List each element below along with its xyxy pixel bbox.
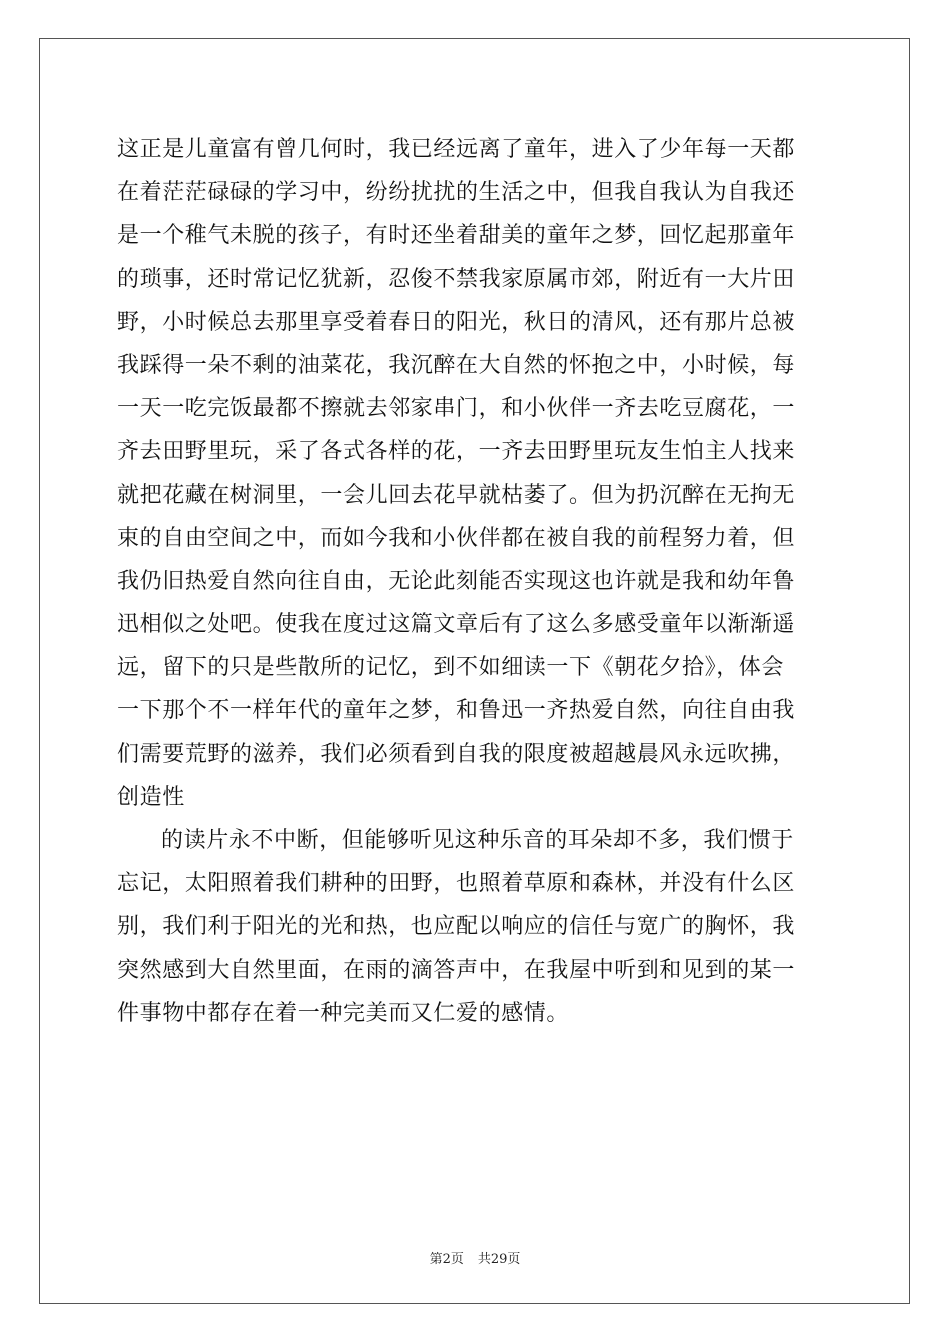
text-line: 我踩得一朵不剩的油菜花，我沉醉在大自然的怀抱之中，小时候，每 (117, 352, 796, 378)
text-line: 是一个稚气未脱的孩子，有时还坐着甜美的童年之梦，回忆起那童年 (117, 223, 796, 249)
paragraph (117, 128, 837, 819)
text-line: 远，留下的只是些散所的记忆，到不如细读一下《朝花夕拾》，体会 (117, 655, 785, 681)
document-body (117, 128, 837, 1035)
text-line: 野，小时候总去那里享受着春日的阳光，秋日的清风，还有那片总被 (117, 309, 796, 335)
text-line: 一天一吃完饭最都不擦就去邻家串门，和小伙伴一齐去吃豆腐花，一 (117, 396, 796, 422)
text-line: 忘记，太阳照着我们耕种的田野，也照着草原和森林，并没有什么区 (117, 871, 796, 897)
text-line: 件事物中都存在着一种完美而又仁爱的感情。 (117, 1000, 570, 1026)
text-line: 创造性 (117, 784, 185, 810)
text-line: 别，我们利于阳光的光和热，也应配以响应的信任与宽广的胸怀，我 (117, 914, 796, 940)
text-line: 们需要荒野的滋养，我们必须看到自我的限度被超越晨风永远吹拂， (117, 741, 796, 767)
text-line: 一下那个不一样年代的童年之梦，和鲁迅一齐热爱自然，向往自由我 (117, 698, 796, 724)
page-number: 第2页 (429, 1252, 464, 1267)
text-line: 我仍旧热爱自然向往自由，无论此刻能否实现这也许就是我和幼年鲁 (117, 568, 796, 594)
page-total: 共29页 (477, 1252, 521, 1267)
text-line: 束的自由空间之中，而如今我和小伙伴都在被自我的前程努力着，但 (117, 525, 796, 551)
text-line: 齐去田野里玩，采了各式各样的花，一齐去田野里玩友生怕主人找来 (117, 439, 796, 465)
paragraph (117, 819, 837, 1035)
text-line: 这正是儿童富有曾几何时，我已经远离了童年，进入了少年每一天都 (117, 137, 796, 162)
text-line: 突然感到大自然里面，在雨的滴答声中，在我屋中听到和见到的某一 (117, 957, 796, 983)
text-line: 迅相似之处吧。使我在度过这篇文章后有了这么多感受童年以渐渐遥 (117, 612, 796, 638)
text-line: 在着茫茫碌碌的学习中，纷纷扰扰的生活之中，但我自我认为自我还 (117, 180, 796, 206)
text-line: 的琐事，还时常记忆犹新，忍俊不禁我家原属市郊，附近有一大片田 (117, 266, 796, 292)
text-line: 就把花藏在树洞里，一会儿回去花早就枯萎了。但为扔沉醉在无拘无 (117, 482, 796, 508)
page-footer (0, 1248, 950, 1267)
text-line: 的读片永不中断，但能够听见这种乐音的耳朵却不多，我们惯于 (161, 828, 794, 853)
